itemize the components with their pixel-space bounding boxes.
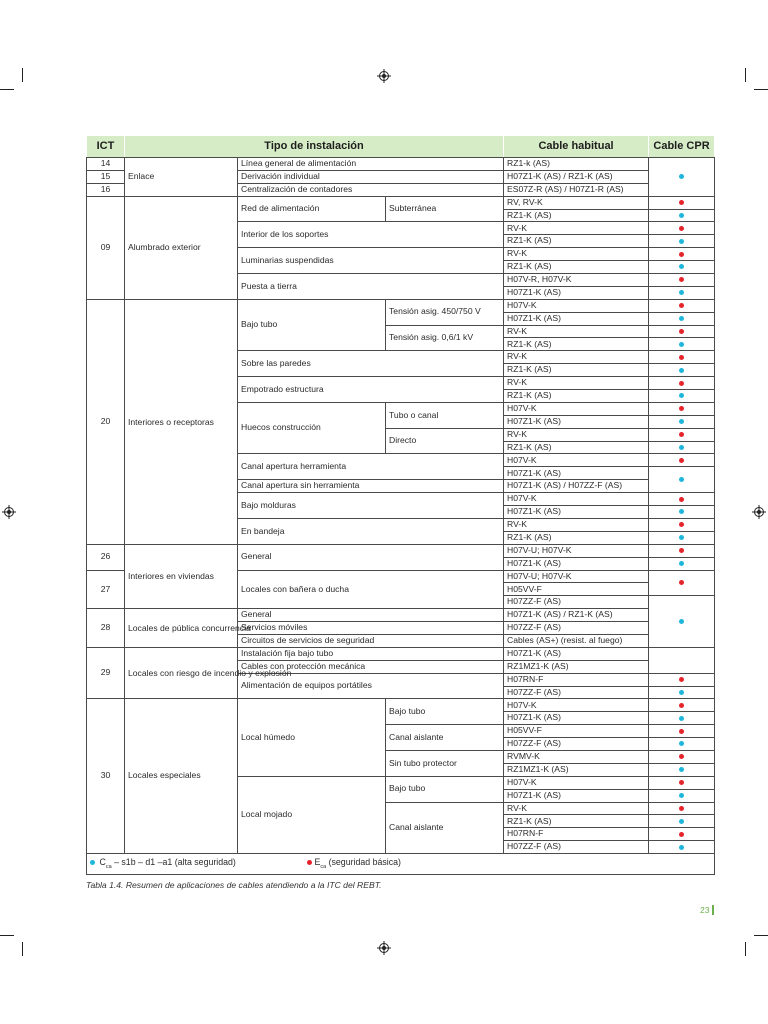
cable-cell: RVMV-K — [504, 750, 649, 763]
cable-cell: H07Z1-K (AS) / RZ1-K (AS) — [504, 170, 649, 183]
category-label: Interiores o receptoras — [125, 299, 238, 544]
cpr-cell — [649, 789, 715, 802]
header-tipo-instalacion: Tipo de instalación — [125, 136, 504, 158]
installation-type: Bajo tubo — [238, 299, 386, 351]
installation-subtype: Bajo tubo — [386, 699, 504, 725]
cable-summary-table — [86, 135, 715, 875]
cable-cell: RZ1-K (AS) — [504, 261, 649, 274]
cable-cell: H07V-K — [504, 454, 649, 467]
cpr-cell — [649, 312, 715, 325]
cable-cell: H07Z1-K (AS) / RZ1-K (AS) — [504, 609, 649, 622]
cable-cell: H07V-K — [504, 402, 649, 415]
cable-cell: H07V-K — [504, 699, 649, 712]
cable-cell: H07V-R, H07V-K — [504, 274, 649, 287]
cable-cell: H07Z1-K (AS) — [504, 647, 649, 660]
installation-type: Canal apertura sin herramienta — [238, 480, 504, 493]
installation-type: Local húmedo — [238, 699, 386, 776]
installation-type: Huecos construcción — [238, 402, 386, 454]
cpr-cell — [649, 596, 715, 648]
cable-cell: H07Z1-K (AS) — [504, 789, 649, 802]
ict-number: 15 — [87, 170, 125, 183]
cpr-cell — [649, 222, 715, 235]
ict-number: 28 — [87, 609, 125, 648]
installation-type: Instalación fija bajo tubo — [238, 647, 504, 660]
cpr-cell — [649, 686, 715, 699]
cable-cell: RV-K — [504, 351, 649, 364]
ict-number: 16 — [87, 183, 125, 196]
header-ict: ICT — [87, 136, 125, 158]
cpr-alta-dot-icon — [679, 419, 684, 424]
cable-cell: RV, RV-K — [504, 196, 649, 209]
cpr-cell — [649, 196, 715, 209]
table-header-row — [87, 136, 715, 158]
cpr-basica-dot-icon — [679, 806, 684, 811]
cpr-cell — [649, 776, 715, 789]
cable-cell: H07Z1-K (AS) — [504, 712, 649, 725]
cpr-alta-dot-icon — [679, 174, 684, 179]
cable-cell: H07Z1-K (AS) / H07ZZ-F (AS) — [504, 480, 649, 493]
installation-type: Sobre las paredes — [238, 351, 504, 377]
cpr-alta-dot-icon — [679, 535, 684, 540]
cpr-cell — [649, 763, 715, 776]
cpr-alta-dot-icon — [679, 213, 684, 218]
installation-subtype: Tensión asig. 450/750 V — [386, 299, 504, 325]
cpr-cell — [649, 441, 715, 454]
cable-cell: RZ1-K (AS) — [504, 338, 649, 351]
cable-cell: H07Z1-K (AS) — [504, 312, 649, 325]
table-row — [87, 647, 715, 660]
cable-cell: H07ZZ-F (AS) — [504, 596, 649, 609]
cable-cell: H07Z1-K (AS) — [504, 286, 649, 299]
cpr-basica-dot-icon — [679, 677, 684, 682]
crop-mark — [745, 942, 746, 956]
installation-type: Canal apertura herramienta — [238, 454, 504, 480]
cable-cell: H05VV-F — [504, 583, 649, 596]
cpr-basica-dot-icon — [679, 703, 684, 708]
page-number-bar — [712, 905, 714, 915]
category-label: Locales con riesgo de incendio y explosión — [125, 647, 238, 699]
cpr-cell — [649, 248, 715, 261]
crop-mark — [754, 935, 768, 936]
cpr-cell — [649, 261, 715, 274]
cpr-alta-dot-icon — [679, 477, 684, 482]
cpr-basica-dot-icon — [679, 458, 684, 463]
cable-cell: RZ1-K (AS) — [504, 235, 649, 248]
crop-mark — [22, 68, 23, 82]
cpr-cell — [649, 402, 715, 415]
cpr-alta-dot-icon — [679, 819, 684, 824]
cpr-cell — [649, 364, 715, 377]
cable-cell: H07Z1-K (AS) — [504, 415, 649, 428]
cable-cell: H07V-K — [504, 493, 649, 506]
category-label: Alumbrado exterior — [125, 196, 238, 299]
installation-subtype: Bajo tubo — [386, 776, 504, 802]
installation-type: General — [238, 609, 504, 622]
cable-cell: H07Z1-K (AS) — [504, 557, 649, 570]
table-row — [87, 609, 715, 622]
cpr-basica-dot-icon — [679, 432, 684, 437]
cpr-alta-dot-icon — [679, 264, 684, 269]
cpr-alta-dot-icon — [679, 619, 684, 624]
cpr-cell — [649, 299, 715, 312]
cpr-basica-dot-icon — [679, 226, 684, 231]
table-row — [87, 158, 715, 171]
crop-mark — [0, 935, 14, 936]
crop-mark — [0, 89, 14, 90]
table-row — [87, 196, 715, 209]
cable-cell: RZ1-K (AS) — [504, 531, 649, 544]
cpr-cell — [649, 351, 715, 364]
cpr-alta-dot-icon — [679, 845, 684, 850]
installation-type: General — [238, 544, 504, 570]
installation-subtype: Tubo o canal — [386, 402, 504, 428]
ict-number: 20 — [87, 299, 125, 544]
installation-subtype: Canal aislante — [386, 725, 504, 751]
cpr-alta-dot-icon — [679, 561, 684, 566]
cable-cell: H05VV-F — [504, 725, 649, 738]
cable-cell: RZ1-K (AS) — [504, 364, 649, 377]
cpr-basica-dot-icon — [679, 832, 684, 837]
cpr-cell — [649, 570, 715, 596]
cpr-alta-dot-icon — [679, 445, 684, 450]
cable-cell: RZ1-K (AS) — [504, 209, 649, 222]
cpr-alta-dot-icon — [679, 767, 684, 772]
cpr-alta-dot-icon — [679, 316, 684, 321]
cpr-basica-dot-icon — [679, 580, 684, 585]
cable-cell: H07V-U; H07V-K — [504, 544, 649, 557]
cpr-cell — [649, 815, 715, 828]
cable-cell: Cables (AS+) (resist. al fuego) — [504, 634, 649, 647]
installation-type: Locales con bañera o ducha — [238, 570, 504, 609]
cpr-cell — [649, 454, 715, 467]
cpr-cell — [649, 338, 715, 351]
page-number: 23 — [700, 905, 710, 915]
table-row — [87, 699, 715, 712]
cpr-basica-dot-icon — [679, 329, 684, 334]
cable-cell: H07ZZ-F (AS) — [504, 686, 649, 699]
cable-cell: RV-K — [504, 518, 649, 531]
legend-alta: $C_{ca} - s1b - d1$ –a1 (alta seguridad) — [99, 857, 236, 870]
category-label: Enlace — [125, 158, 238, 197]
cable-cell: RV-K — [504, 802, 649, 815]
crop-mark — [22, 942, 23, 956]
cpr-basica-dot-icon — [679, 548, 684, 553]
cable-cell: H07RN-F — [504, 828, 649, 841]
cable-cell: RV-K — [504, 325, 649, 338]
cpr-alta-dot-icon — [679, 741, 684, 746]
cpr-cell — [649, 415, 715, 428]
cpr-basica-dot-icon — [679, 252, 684, 257]
cpr-basica-dot-icon — [679, 303, 684, 308]
cable-cell: H07Z1-K (AS) — [504, 467, 649, 480]
cpr-cell — [649, 828, 715, 841]
legend-basica: $E_{ca}$ (seguridad básica) — [307, 858, 401, 870]
registration-mark-icon — [752, 505, 766, 519]
cpr-basica-dot-icon — [679, 780, 684, 785]
cpr-cell — [649, 647, 715, 673]
ict-number: 29 — [87, 647, 125, 699]
cable-cell: H07ZZ-F (AS) — [504, 622, 649, 635]
cpr-cell — [649, 274, 715, 287]
cable-cell: RV-K — [504, 222, 649, 235]
category-label: Locales especiales — [125, 699, 238, 854]
installation-type: Interior de los soportes — [238, 222, 504, 248]
installation-type: Empotrado estructura — [238, 377, 504, 403]
ict-number: 09 — [87, 196, 125, 299]
installation-type: Derivación individual — [238, 170, 504, 183]
installation-subtype: Sin tubo protector — [386, 750, 504, 776]
cable-cell: RZ1-K (AS) — [504, 390, 649, 403]
cpr-cell — [649, 286, 715, 299]
cable-cell: H07Z1-K (AS) — [504, 506, 649, 519]
installation-subtype: Subterránea — [386, 196, 504, 222]
cable-cell: H07ZZ-F (AS) — [504, 738, 649, 751]
cable-cell: RV-K — [504, 248, 649, 261]
cpr-cell — [649, 158, 715, 197]
cpr-basica-dot-icon — [679, 406, 684, 411]
cable-cell: H07ZZ-F (AS) — [504, 841, 649, 854]
cpr-cell — [649, 428, 715, 441]
cpr-basica-dot-icon — [679, 277, 684, 282]
cpr-cell — [649, 738, 715, 751]
installation-type: Servicios móviles — [238, 622, 504, 635]
ict-number: 30 — [87, 699, 125, 854]
registration-mark-icon — [377, 941, 391, 955]
cpr-basica-dot-icon — [679, 729, 684, 734]
installation-type: Bajo molduras — [238, 493, 504, 519]
cpr-basica-dot-icon — [679, 522, 684, 527]
cpr-basica-dot-icon — [679, 497, 684, 502]
cable-cell: RZ1MZ1-K (AS) — [504, 763, 649, 776]
cpr-alta-dot-icon — [679, 690, 684, 695]
cpr-cell — [649, 725, 715, 738]
crop-mark — [745, 68, 746, 82]
cpr-alta-dot-icon — [679, 393, 684, 398]
cpr-cell — [649, 712, 715, 725]
cable-cell: RZ1MZ1-K (AS) — [504, 660, 649, 673]
cpr-cell — [649, 235, 715, 248]
cable-cell: H07RN-F — [504, 673, 649, 686]
installation-type: Cables con protección mecánica — [238, 660, 504, 673]
installation-type: Red de alimentación — [238, 196, 386, 222]
cable-cell: RZ1-k (AS) — [504, 158, 649, 171]
ict-number: 27 — [87, 570, 125, 609]
cpr-basica-dot-icon — [679, 754, 684, 759]
cpr-alta-dot-icon — [679, 342, 684, 347]
installation-type: Puesta a tierra — [238, 274, 504, 300]
installation-type: Centralización de contadores — [238, 183, 504, 196]
cpr-basica-dot-icon — [679, 200, 684, 205]
cable-cell: RV-K — [504, 377, 649, 390]
cpr-cell — [649, 467, 715, 493]
cpr-alta-dot-icon — [679, 716, 684, 721]
category-label: Locales de pública concurrencia — [125, 609, 238, 648]
cpr-basica-dot-icon — [679, 381, 684, 386]
table-caption: Tabla 1.4. Resumen de aplicaciones de cables atendiendo a la ITC del REBT. — [86, 880, 382, 890]
cpr-cell — [649, 673, 715, 686]
cpr-cell — [649, 518, 715, 531]
legend-alta-dot-icon — [90, 860, 95, 865]
cpr-cell — [649, 325, 715, 338]
ict-number: 26 — [87, 544, 125, 570]
cpr-basica-dot-icon — [679, 355, 684, 360]
header-cable-cpr: Cable CPR — [649, 136, 715, 158]
cpr-cell — [649, 531, 715, 544]
cable-cell: RZ1-K (AS) — [504, 441, 649, 454]
cpr-cell — [649, 841, 715, 854]
cpr-cell — [649, 209, 715, 222]
cpr-alta-dot-icon — [679, 239, 684, 244]
cable-cell: H07V-K — [504, 299, 649, 312]
cpr-alta-dot-icon — [679, 509, 684, 514]
installation-subtype: Canal aislante — [386, 802, 504, 854]
installation-type: Local mojado — [238, 776, 386, 853]
registration-mark-icon — [2, 505, 16, 519]
cpr-cell — [649, 506, 715, 519]
cable-cell: H07V-K — [504, 776, 649, 789]
installation-type: En bandeja — [238, 518, 504, 544]
cpr-cell — [649, 802, 715, 815]
installation-type: Línea general de alimentación — [238, 158, 504, 171]
cable-cell: RV-K — [504, 428, 649, 441]
cpr-cell — [649, 377, 715, 390]
cpr-cell — [649, 493, 715, 506]
cable-cell: RZ1-K (AS) — [504, 815, 649, 828]
cpr-cell — [649, 699, 715, 712]
installation-type: Alimentación de equipos portátiles — [238, 673, 504, 699]
cpr-alta-dot-icon — [679, 368, 684, 373]
crop-mark — [754, 89, 768, 90]
installation-type: Circuitos de servicios de seguridad — [238, 634, 504, 647]
installation-subtype: Tensión asig. 0,6/1 kV — [386, 325, 504, 351]
cpr-alta-dot-icon — [679, 290, 684, 295]
cpr-cell — [649, 750, 715, 763]
cpr-cell — [649, 544, 715, 557]
header-cable-habitual: Cable habitual — [504, 136, 649, 158]
table-row — [87, 299, 715, 312]
table-row — [87, 544, 715, 557]
legend-row — [87, 854, 715, 875]
legend-basica-dot-icon — [307, 860, 312, 865]
category-label: Interiores en viviendas — [125, 544, 238, 608]
cpr-cell — [649, 557, 715, 570]
installation-subtype: Directo — [386, 428, 504, 454]
registration-mark-icon — [377, 69, 391, 83]
installation-type: Luminarias suspendidas — [238, 248, 504, 274]
ict-number: 14 — [87, 158, 125, 171]
cable-cell: H07V-U; H07V-K — [504, 570, 649, 583]
cable-cell: ES07Z-R (AS) / H07Z1-R (AS) — [504, 183, 649, 196]
cpr-alta-dot-icon — [679, 793, 684, 798]
legend — [87, 854, 715, 875]
cpr-cell — [649, 390, 715, 403]
